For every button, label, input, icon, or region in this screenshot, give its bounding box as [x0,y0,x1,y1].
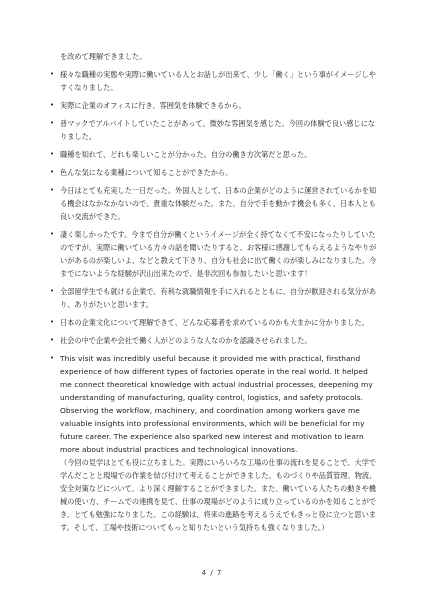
bullet-icon: • [50,119,55,127]
bullet-icon: • [50,70,55,78]
feedback-text: 色んな気になる業種について知ることができたから。 [60,168,233,177]
feedback-text: 普マックでアルバイトしていたことがあって、微妙な雰囲気を感じた。今回の体験で良い感じになりました。 [60,119,375,141]
feedback-item [50,166,380,179]
bullet-icon: • [50,186,55,194]
bullet-icon: • [50,150,55,158]
bullet-icon: • [50,336,55,344]
bullet-icon: • [50,101,55,109]
feedback-item-english [50,352,380,456]
page-number: 4 / 7 [201,569,223,577]
feedback-text: This visit was incredibly useful because it provided me with practical, firsthand experience of how different types of factories operate in the real world. It helped me connect theoretical knowledge with actual industrial processes, deepening my understanding of manufacturing, quality control, logistics, and safety protocols. Observing the workflow, machinery, and coordination among workers gave me valuable insights into professional environments, which will be beneficial for my future career. The experience also sparked new interest and motivation to learn more about industrial practices and technological innovations. [60,354,373,454]
feedback-item [50,117,380,143]
feedback-item [50,334,380,347]
feedback-text: 今日はとても充実した一日だった。外国人として、日本の企業がどのように運営されているかを知る機会はなかなかないので、貴重な体験だった。また、自分で手を動かす機会も多く、日本人とも良い交流ができた。 [60,186,377,221]
feedback-text: 日本の企業文化について理解できて、どんな応募者を求めているのかも大まかに分かりました。 [60,318,369,327]
feedback-item [50,68,380,94]
feedback-item [50,99,380,112]
feedback-item [50,148,380,161]
bullet-icon: • [50,354,55,362]
continuation-text: を改めて理解できました。 [60,52,147,61]
translation-text: （今回の見学はとても役に立ちました。実際にいろいろな工場の仕事の流れを見ることで、大学で学んだことと現場での作業を結び付けて考えることができました。ものづくりや品質管理、物流、安全対策などについて、より深く理解することができました。また、働いている人たちの動きや機械の使い方、チームでの連携を見て、仕事の現場がどのように成り立っているのかを知ることができ、とても勉強になりました。この経験は、将来の進路を考えるうえでもきっと役に立つと思います。そして、工場や技術についてもっと知りたいという気持ちも強くなりました。） [60,458,377,532]
bullet-icon: • [50,318,55,326]
bullet-icon: • [50,168,55,176]
feedback-item [50,228,380,280]
feedback-list [50,68,380,456]
feedback-item [50,184,380,223]
feedback-text: 職種を知れて、どれも楽しいことが分かった。自分の働き方次第だと思った。 [60,150,312,159]
feedback-text: 全部留学生でも就ける企業で、有利な就職情報を手に入れるとともに、自分が歓迎される気分があり、ありがたいと思います。 [60,287,377,309]
feedback-item [50,316,380,329]
feedback-text: 様々な職種の実態や実際に働いている人とお話しが出来て、少し「働く」という事がイメージしやすくなりました。 [60,70,376,92]
feedback-text: 社会の中で企業や会社で働く人がどのような人なのかを認識させられました。 [60,336,312,345]
bullet-icon: • [50,287,55,295]
feedback-item [50,285,380,311]
bullet-icon: • [50,230,55,238]
page-content [50,50,380,534]
feedback-text: 凄く楽しかったです。今まで自分が働くというイメージが全く持てなくて不安になったりしていたのですが、実際に働いている方々の話を聞いたりすると、お客様に感謝してもらえるようなやりがいがあるのが楽しいよ、などと教えて下さり、自分も社会に出て働くのが楽しみになりました。今までにないような経験が沢山出来たので、是非次回も参加したいと思います！ [60,230,377,278]
feedback-text: 実際に企業のオフィスに行き、雰囲気を体験できるから。 [60,101,246,110]
